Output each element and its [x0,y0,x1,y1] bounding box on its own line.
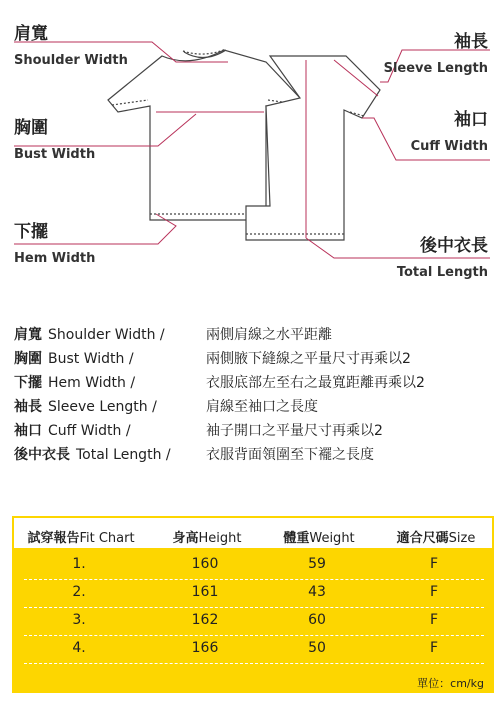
row-height: 162 [191,612,219,628]
unit-note: 單位：cm/kg [417,677,484,690]
term-description: 兩側腋下縫線之平量尺寸再乘以2 [206,351,411,367]
term-description: 衣服底部左至右之最寬距離再乘以2 [206,375,425,391]
term-description: 袖子開口之平量尺寸再乘以2 [206,423,383,439]
definition-row [14,370,494,394]
header-size: 適合尺碼Size [396,531,476,546]
measurement-definitions [14,322,494,466]
row-size: F [429,640,439,656]
row-height: 160 [191,556,219,572]
term-description: 肩線至袖口之長度 [206,399,318,415]
label-shoulder [14,24,128,70]
label-bust-en: Bust Width [14,147,96,162]
term-en: Hem Width / [48,375,136,391]
row-number: 3. [72,612,86,628]
header-height: 身高Height [172,531,242,546]
label-shoulder-zh: 肩寬 [14,24,48,44]
term-en: Bust Width / [48,351,134,367]
label-sleeve [384,32,488,78]
row-number: 4. [72,640,86,656]
row-number: 2. [72,584,86,600]
definition-row [14,346,494,370]
row-weight: 50 [308,640,326,656]
row-height: 166 [191,640,219,656]
definition-row [14,322,494,346]
header-weight: 體重Weight [283,531,355,546]
label-total-en: Total Length [396,265,488,280]
term-description: 兩側肩線之水平距離 [206,327,332,343]
label-cuff [411,110,488,156]
term-zh: 袖長 [14,399,42,415]
label-hem-zh: 下擺 [14,222,48,242]
row-divider [24,663,484,664]
definition-row [14,418,494,442]
term-zh: 下擺 [14,375,42,391]
row-divider [24,635,484,636]
label-total-zh: 後中衣長 [420,236,488,256]
term-zh: 胸圍 [14,351,42,367]
row-size: F [429,584,439,600]
fit-chart-header-row [12,516,494,550]
row-size: F [429,612,439,628]
row-divider [24,607,484,608]
term-description: 衣服背面領圍至下襬之長度 [206,447,374,463]
term-en: Sleeve Length / [48,399,157,415]
header-fit-chart: 試穿報告Fit Chart [27,531,135,546]
label-hem-en: Hem Width [14,251,96,266]
fit-chart-table [12,516,494,693]
term-en: Cuff Width / [48,423,131,439]
term-zh: 袖口 [14,423,42,439]
row-weight: 59 [308,556,326,572]
row-divider [24,579,484,580]
row-height: 161 [191,584,219,600]
label-cuff-zh: 袖口 [454,110,488,130]
definition-row [14,442,494,466]
label-sleeve-zh: 袖長 [454,32,488,52]
term-zh: 後中衣長 [14,447,70,463]
definition-row [14,394,494,418]
label-bust [14,118,95,164]
term-en: Total Length / [76,447,171,463]
row-number: 1. [72,556,86,572]
label-total [397,236,488,282]
row-size: F [429,556,439,572]
label-shoulder-en: Shoulder Width [14,53,128,68]
term-zh: 肩寬 [14,327,42,343]
row-weight: 60 [308,612,326,628]
term-en: Shoulder Width / [48,327,165,343]
row-weight: 43 [308,584,326,600]
label-hem [14,222,95,268]
label-cuff-en: Cuff Width [410,139,488,154]
label-bust-zh: 胸圍 [14,118,48,138]
label-sleeve-en: Sleeve Length [383,61,488,76]
